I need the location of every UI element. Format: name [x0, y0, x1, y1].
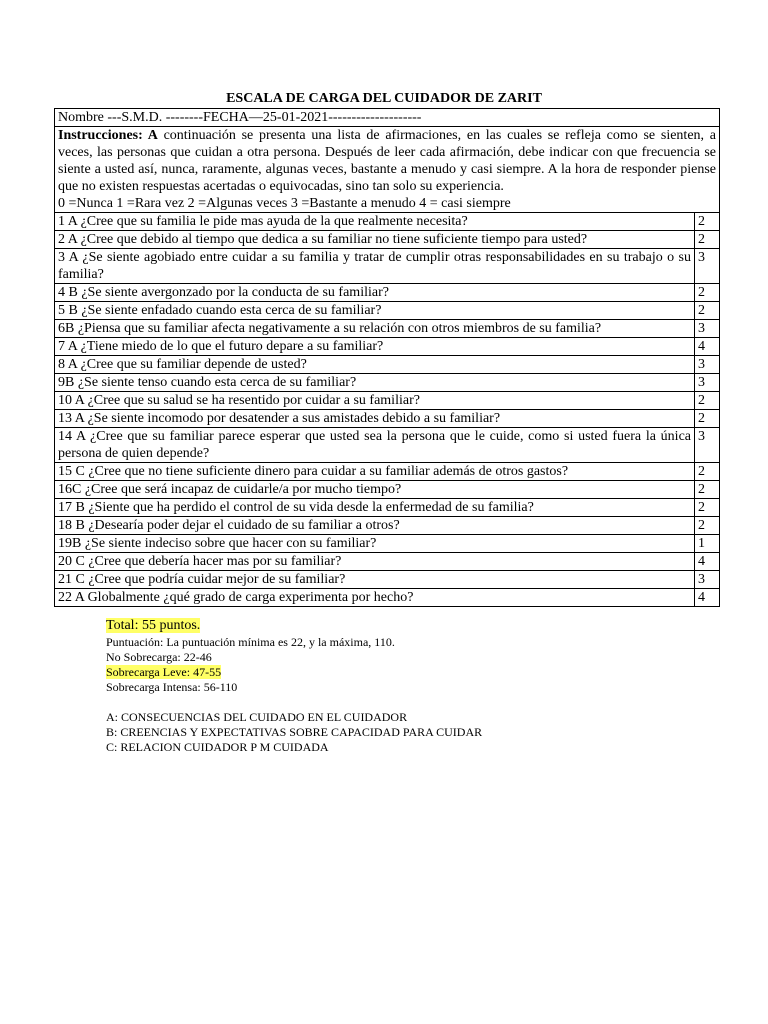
question-text: 5 B ¿Se siente enfadado cuando esta cerca de su familiar?: [55, 302, 695, 320]
score-summary: [106, 617, 395, 695]
table-row: [55, 553, 720, 571]
table-row: [55, 571, 720, 589]
table-row: [55, 231, 720, 249]
question-text: 19B ¿Se siente indeciso sobre que hacer con su familiar?: [55, 535, 695, 553]
mild-overload-range: Sobrecarga Leve: 47-55: [106, 665, 222, 679]
question-text: 20 C ¿Cree que debería hacer mas por su familiar?: [55, 553, 695, 571]
question-score: 3: [695, 374, 720, 392]
question-score: 3: [695, 428, 720, 463]
table-row: [55, 481, 720, 499]
question-text: 18 B ¿Desearía poder dejar el cuidado de su familiar a otros?: [55, 517, 695, 535]
legend-b: B: CREENCIAS Y EXPECTATIVAS SOBRE CAPACIDAD PARA CUIDAR: [106, 725, 483, 739]
patient-date-line: Nombre ---S.M.D. --------FECHA—25-01-2021--------------------: [55, 109, 720, 127]
question-text: 21 C ¿Cree que podría cuidar mejor de su familiar?: [55, 571, 695, 589]
question-text: 22 A Globalmente ¿qué grado de carga experimenta por hecho?: [55, 589, 695, 607]
question-text: 3 A ¿Se siente agobiado entre cuidar a su familia y tratar de cumplir otras responsabilidades en su trabajo o su familia?: [55, 249, 695, 284]
question-score: 1: [695, 535, 720, 553]
table-row: [55, 320, 720, 338]
question-score: 2: [695, 481, 720, 499]
table-row: [55, 589, 720, 607]
question-score: 2: [695, 392, 720, 410]
question-text: 13 A ¿Se siente incomodo por desatender a sus amistades debido a su familiar?: [55, 410, 695, 428]
table-row: [55, 392, 720, 410]
question-text: 1 A ¿Cree que su familia le pide mas ayuda de la que realmente necesita?: [55, 213, 695, 231]
table-row: [55, 499, 720, 517]
table-row: [55, 517, 720, 535]
score-range-note: Puntuación: La puntuación mínima es 22, y la máxima, 110.: [106, 635, 395, 649]
question-score: 2: [695, 463, 720, 481]
legend-c: C: RELACION CUIDADOR P M CUIDADA: [106, 740, 329, 754]
table-row: [55, 249, 720, 284]
instructions-cell: [55, 127, 720, 213]
table-row: [55, 356, 720, 374]
question-score: 2: [695, 302, 720, 320]
total-score: Total: 55 puntos.: [106, 618, 201, 633]
question-text: 17 B ¿Siente que ha perdido el control de su vida desde la enfermedad de su familia?: [55, 499, 695, 517]
question-text: 10 A ¿Cree que su salud se ha resentido por cuidar a su familiar?: [55, 392, 695, 410]
legend-a: A: CONSECUENCIAS DEL CUIDADO EN EL CUIDADOR: [106, 710, 408, 724]
category-legend: [106, 710, 482, 755]
zarit-scale-table: [54, 108, 720, 607]
question-text: 9B ¿Se siente tenso cuando esta cerca de su familiar?: [55, 374, 695, 392]
table-row: [55, 463, 720, 481]
question-text: 16C ¿Cree que será incapaz de cuidarle/a por mucho tiempo?: [55, 481, 695, 499]
question-score: 2: [695, 410, 720, 428]
question-text: 4 B ¿Se siente avergonzado por la conducta de su familiar?: [55, 284, 695, 302]
table-row: [55, 284, 720, 302]
table-row: [55, 338, 720, 356]
table-row: [55, 535, 720, 553]
instructions-row: [55, 127, 720, 213]
table-row: [55, 302, 720, 320]
no-overload-range: No Sobrecarga: 22-46: [106, 650, 212, 664]
header-row: [55, 109, 720, 127]
question-text: 14 A ¿Cree que su familiar parece esperar que usted sea la persona que le cuide, como si usted fuera la única persona de quien depende?: [55, 428, 695, 463]
question-score: 2: [695, 231, 720, 249]
response-scale: 0 =Nunca 1 =Rara vez 2 =Algunas veces 3 =Bastante a menudo 4 = casi siempre: [58, 196, 511, 211]
instructions-label: Instrucciones: A: [58, 128, 158, 143]
instructions-text: continuación se presenta una lista de afirmaciones, en las cuales se refleja como se sienten, a veces, las personas que cuidan a otra persona. Después de leer cada afirmación, debe indicar con que frecuencia se siente a usted así, nunca, raramente, algunas veces, bastante a menudo y casi siempre. A la hora de responder piense que no existen respuestas acertadas o equivocadas, sino tan solo su experiencia.: [58, 128, 716, 194]
table-row: [55, 213, 720, 231]
question-text: 8 A ¿Cree que su familiar depende de usted?: [55, 356, 695, 374]
question-score: 3: [695, 571, 720, 589]
question-score: 2: [695, 284, 720, 302]
question-text: 7 A ¿Tiene miedo de lo que el futuro depare a su familiar?: [55, 338, 695, 356]
question-score: 4: [695, 589, 720, 607]
question-score: 2: [695, 499, 720, 517]
question-score: 3: [695, 356, 720, 374]
question-score: 2: [695, 517, 720, 535]
table-row: [55, 410, 720, 428]
question-text: 2 A ¿Cree que debido al tiempo que dedica a su familiar no tiene suficiente tiempo para usted?: [55, 231, 695, 249]
question-score: 3: [695, 249, 720, 284]
question-score: 3: [695, 320, 720, 338]
table-row: [55, 428, 720, 463]
question-text: 15 C ¿Cree que no tiene suficiente dinero para cuidar a su familiar además de otros gastos?: [55, 463, 695, 481]
question-score: 4: [695, 553, 720, 571]
question-text: 6B ¿Piensa que su familiar afecta negativamente a su relación con otros miembros de su familia?: [55, 320, 695, 338]
table-row: [55, 374, 720, 392]
question-score: 2: [695, 213, 720, 231]
page-title: ESCALA DE CARGA DEL CUIDADOR DE ZARIT: [226, 91, 542, 106]
question-score: 4: [695, 338, 720, 356]
intense-overload-range: Sobrecarga Intensa: 56-110: [106, 680, 238, 694]
